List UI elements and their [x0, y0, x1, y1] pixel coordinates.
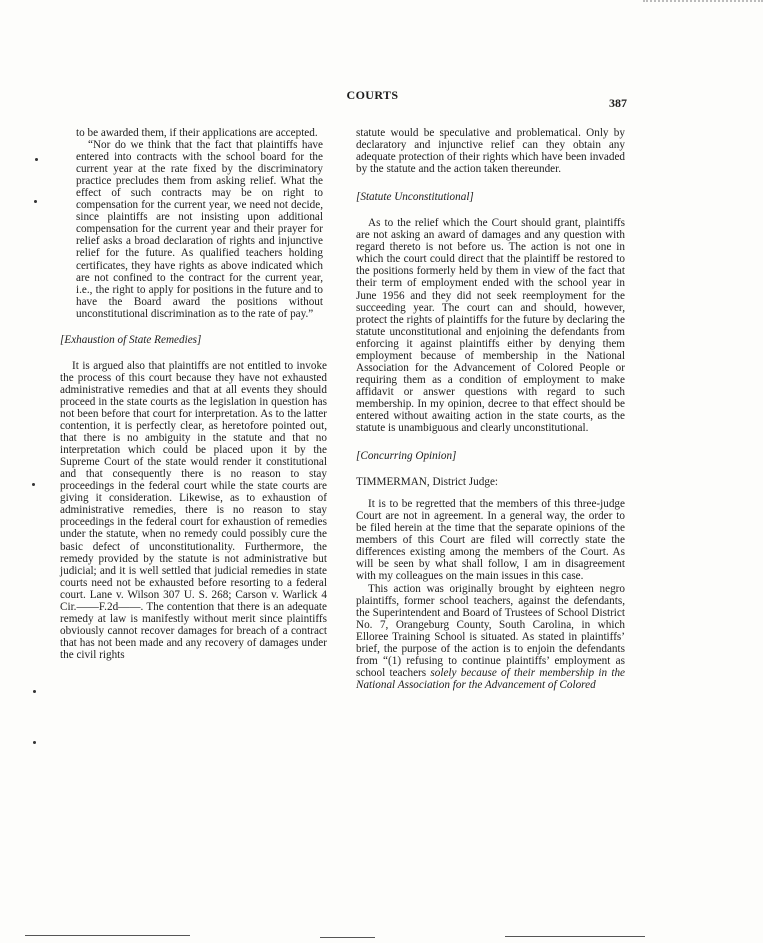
margin-mark [33, 741, 36, 744]
scan-bottom-rule [505, 936, 645, 937]
body-paragraph: As to the relief which the Court should grant, plaintiffs are not asking an award of damages and any question with regard thereto is not before us. The action is not one in which the court could direct that the plaintiff be restored to the positions formerly held by them in view of the fact that their term of employment ended with the school year in June 1956 and they did not seek reemployment for the succeeding year. The court can and should, however, protect the rights of plaintiffs for the future by declaring the statute unconstitutional and enjoining the defendants from enforcing it against plaintiffs either by denying them employment because of membership in the National Association for the Advancement of Colored People or requiring them as a condition of employment to make affidavit or answer questions with regard to such membership. In my opinion, decree to that effect should be entered without awaiting action in the state courts, as the statute is unambiguous and clearly unconstitutional. [356, 217, 625, 435]
scan-edge-dots [643, 0, 763, 5]
judge-name: TIMMERMAN, District Judge: [356, 476, 499, 489]
italic-text: solely because of their membership in the National Association for the Advancement of Colored [356, 666, 625, 691]
body-paragraph: statute would be speculative and problematical. Only by declaratory and injunctive relief can they obtain any adequate protection of their rights which have been invaded by the statute and the action taken thereunder. [356, 127, 625, 176]
body-paragraph: It is to be regretted that the members of this three-judge Court are not in agreement. In a general way, the order to be filed herein at the time that the separate opinions of the members of this Court are filed will correctly state the differences existing among the members of the Court. As will be seen by what shall follow, I am in disagreement with my colleagues on the main issues in this case. [356, 498, 625, 583]
scan-bottom-rule [320, 937, 375, 938]
body-paragraph: It is argued also that plaintiffs are not entitled to invoke the process of this court because they have not exhausted administrative remedies and that at all events they should proceed in the state courts as the legislation in question has not been before that court for interpretation. As to the latter contention, it is perfectly clear, as heretofore pointed out, that there is no ambiguity in the statute and that no interpretation which could be placed upon it by the Supreme Court of the state would render it constitutional and that consequently there is no reason to stay proceedings in the federal court while the state courts are giving it consideration. Likewise, as to exhaustion of administrative remedies, there is no reason to stay proceedings in the federal court for exhaustion of remedies under the statute, when no remedy could possibly cure the basic defect of unconstitutionality. Furthermore, the remedy provided by the statute is not administrative but judicial; and it is well settled that judicial remedies in state courts need not be exhausted before resorting to a federal court. Lane v. Wilson 307 U. S. 268; Carson v. Warlick 4 Cir.——F.2d——. The contention that there is an adequate remedy at law is manifestly without merit since plaintiffs obviously cannot recover damages for breach of a contract that has not been made and any recovery of damages under the civil rights [60, 359, 327, 661]
body-text: This action was originally brought by eighteen negro plaintiffs, former school teachers, against the defendants, the Superintendent and Board of Trustees of School District No. 7, Orangeburg County, South Carolina, in which Elloree Training School is situated. As stated in plaintiffs’ brief, the purpose of the action is to enjoin the defendants from “(1) refusing to continue plaintiffs’ employment as school teachers [356, 582, 625, 679]
margin-mark [32, 483, 35, 486]
margin-mark [33, 690, 36, 693]
running-head: COURTS [346, 88, 399, 102]
quote-paragraph: “Nor do we think that the fact that plaintiffs have entered into contracts with the school board for the current year at the rate fixed by the discriminatory practice precludes them from asking relief. What the effect of such contracts may be on right to compensation for the current year, we need not decide, since plaintiffs are not insisting upon additional compensation for the current year and their prayer for relief asks a broad declaration of rights and injunctive relief for the future. As qualified teachers holding certificates, they have rights as above indicated which are not confined to the contract for the current year, i.e., the right to apply for positions in the future and to have the Board award the positions without unconstitutional discrimination as to the rate of pay.” [76, 139, 323, 320]
section-heading-statute: [Statute Unconstitutional] [356, 191, 474, 204]
right-column [356, 127, 625, 691]
scan-bottom-rule [25, 935, 190, 936]
left-column [60, 127, 327, 661]
section-heading-exhaustion: [Exhaustion of State Remedies] [60, 333, 202, 346]
page-header [0, 88, 763, 108]
section-heading-concurring: [Concurring Opinion] [356, 450, 457, 463]
body-paragraph [356, 583, 625, 691]
page-number: 387 [609, 96, 627, 110]
quote-continuation: to be awarded them, if their applications are accepted. [76, 127, 318, 139]
margin-mark [35, 158, 38, 161]
margin-mark [34, 200, 37, 203]
